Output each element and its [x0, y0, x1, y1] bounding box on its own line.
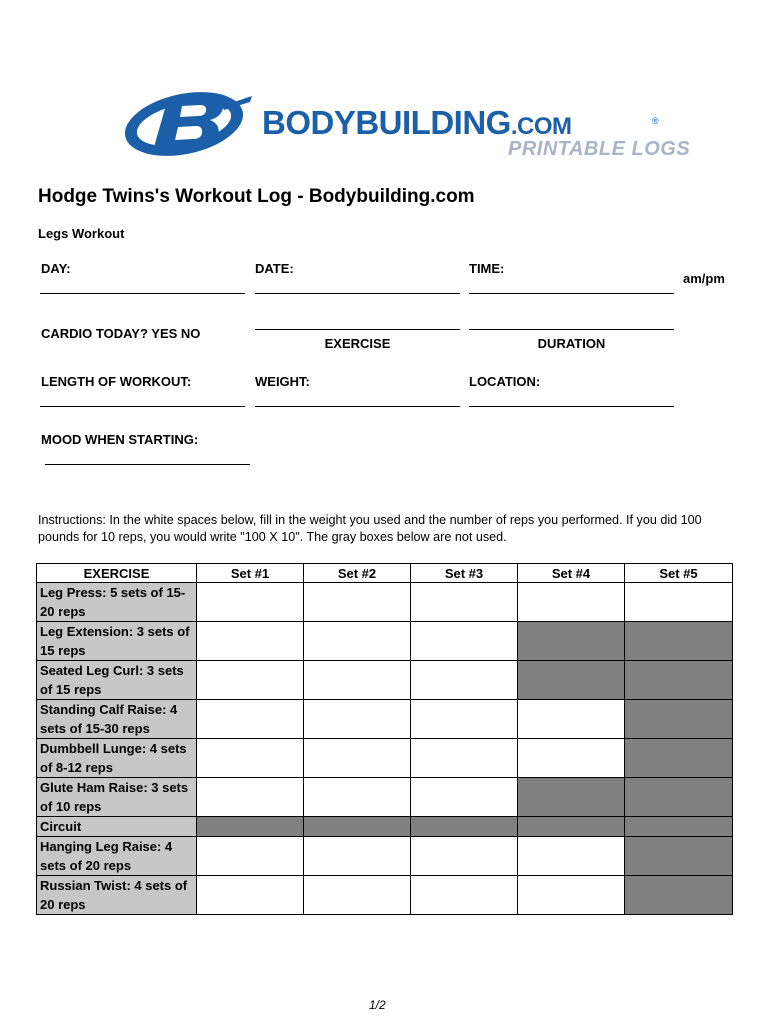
- set-cell-3[interactable]: [411, 876, 518, 915]
- exercise-name: Hanging Leg Raise: 4 sets of 20 reps: [37, 837, 197, 876]
- unused-set-cell-4: [518, 661, 625, 700]
- date-label: DATE:: [255, 261, 294, 276]
- set-cell-1[interactable]: [197, 622, 304, 661]
- table-row: [37, 622, 733, 661]
- table-header-row: [37, 564, 733, 583]
- exercise-name: Leg Extension: 3 sets of 15 reps: [37, 622, 197, 661]
- day-field[interactable]: [40, 293, 245, 294]
- exercise-name: Seated Leg Curl: 3 sets of 15 reps: [37, 661, 197, 700]
- brand-name: BODYBUILDING.COM: [262, 104, 572, 141]
- set-cell-1[interactable]: [197, 876, 304, 915]
- exercise-name: Russian Twist: 4 sets of 20 reps: [37, 876, 197, 915]
- unused-set-cell-5: [625, 700, 733, 739]
- table-row: [37, 778, 733, 817]
- header-set-2: Set #2: [304, 564, 411, 583]
- duration-caption: DURATION: [537, 336, 606, 351]
- unused-set-cell-5: [625, 622, 733, 661]
- set-cell-1[interactable]: [197, 583, 304, 622]
- set-cell-3[interactable]: [411, 583, 518, 622]
- weight-field[interactable]: [255, 406, 460, 407]
- set-cell-4[interactable]: [518, 837, 625, 876]
- set-cell-5[interactable]: [625, 583, 733, 622]
- unused-set-cell-5: [625, 739, 733, 778]
- day-label: DAY:: [41, 261, 71, 276]
- exercise-name: Circuit: [37, 817, 197, 837]
- cardio-duration-field[interactable]: [469, 329, 674, 330]
- set-cell-4[interactable]: [518, 700, 625, 739]
- set-cell-3[interactable]: [411, 837, 518, 876]
- unused-set-cell-5: [625, 837, 733, 876]
- length-field[interactable]: [40, 406, 245, 407]
- unused-set-cell-5: [625, 817, 733, 837]
- date-field[interactable]: [255, 293, 460, 294]
- page-number: 1/2: [369, 998, 386, 1012]
- set-cell-3[interactable]: [411, 739, 518, 778]
- mood-field[interactable]: [45, 464, 250, 465]
- set-cell-1[interactable]: [197, 739, 304, 778]
- unused-set-cell-5: [625, 876, 733, 915]
- table-row: [37, 700, 733, 739]
- mood-label: MOOD WHEN STARTING:: [41, 432, 199, 447]
- set-cell-1[interactable]: [197, 837, 304, 876]
- table-row: [37, 817, 733, 837]
- page-title: Hodge Twins's Workout Log - Bodybuilding.com: [38, 186, 475, 207]
- header-set-3: Set #3: [411, 564, 518, 583]
- unused-set-cell-1: [197, 817, 304, 837]
- weight-label: WEIGHT:: [255, 374, 310, 389]
- table-row: [37, 837, 733, 876]
- workout-subtitle: Legs Workout: [38, 226, 125, 241]
- set-cell-3[interactable]: [411, 700, 518, 739]
- table-row: [37, 661, 733, 700]
- exercise-name: Glute Ham Raise: 3 sets of 10 reps: [37, 778, 197, 817]
- set-cell-4[interactable]: [518, 583, 625, 622]
- exercise-name: Standing Calf Raise: 4 sets of 15-30 reps: [37, 700, 197, 739]
- unused-set-cell-5: [625, 661, 733, 700]
- set-cell-2[interactable]: [304, 876, 411, 915]
- unused-set-cell-4: [518, 817, 625, 837]
- unused-set-cell-3: [411, 817, 518, 837]
- header-set-1: Set #1: [197, 564, 304, 583]
- set-cell-2[interactable]: [304, 583, 411, 622]
- ampm-label: am/pm: [683, 271, 725, 286]
- set-cell-3[interactable]: [411, 661, 518, 700]
- location-label: LOCATION:: [469, 374, 541, 389]
- set-cell-2[interactable]: [304, 700, 411, 739]
- table-row: [37, 876, 733, 915]
- unused-set-cell-4: [518, 622, 625, 661]
- set-cell-1[interactable]: [197, 700, 304, 739]
- set-cell-4[interactable]: [518, 876, 625, 915]
- table-body: [37, 583, 733, 915]
- set-cell-1[interactable]: [197, 661, 304, 700]
- exercise-name: Leg Press: 5 sets of 15-20 reps: [37, 583, 197, 622]
- table-row: [37, 739, 733, 778]
- header-exercise: EXERCISE: [37, 564, 197, 583]
- time-field[interactable]: [469, 293, 674, 294]
- set-cell-2[interactable]: [304, 739, 411, 778]
- cardio-exercise-field[interactable]: [255, 329, 460, 330]
- set-cell-1[interactable]: [197, 778, 304, 817]
- header-set-4: Set #4: [518, 564, 625, 583]
- set-cell-3[interactable]: [411, 778, 518, 817]
- brand-registered-mark: ®: [652, 116, 659, 126]
- set-cell-2[interactable]: [304, 661, 411, 700]
- set-cell-2[interactable]: [304, 837, 411, 876]
- brand-dotcom: .COM: [510, 113, 572, 140]
- unused-set-cell-2: [304, 817, 411, 837]
- bodybuilding-logo-icon: [122, 84, 254, 162]
- unused-set-cell-5: [625, 778, 733, 817]
- set-cell-3[interactable]: [411, 622, 518, 661]
- location-field[interactable]: [469, 406, 674, 407]
- length-label: LENGTH OF WORKOUT:: [41, 374, 192, 389]
- cardio-label: CARDIO TODAY? YES NO: [41, 326, 201, 341]
- instructions-text: Instructions: In the white spaces below, fill in the weight you used and the number of reps you performed. If you did 100 pounds for 10 reps, you would write "100 X 10". The gray boxes below are not used.: [38, 513, 702, 544]
- set-cell-4[interactable]: [518, 739, 625, 778]
- exercise-caption: EXERCISE: [324, 336, 391, 351]
- exercise-name: Dumbbell Lunge: 4 sets of 8-12 reps: [37, 739, 197, 778]
- brand-subtitle: PRINTABLE LOGS: [508, 138, 691, 160]
- unused-set-cell-4: [518, 778, 625, 817]
- table-row: [37, 583, 733, 622]
- header-set-5: Set #5: [625, 564, 733, 583]
- set-cell-2[interactable]: [304, 778, 411, 817]
- workout-log-table: [36, 563, 733, 915]
- set-cell-2[interactable]: [304, 622, 411, 661]
- time-label: TIME:: [469, 261, 505, 276]
